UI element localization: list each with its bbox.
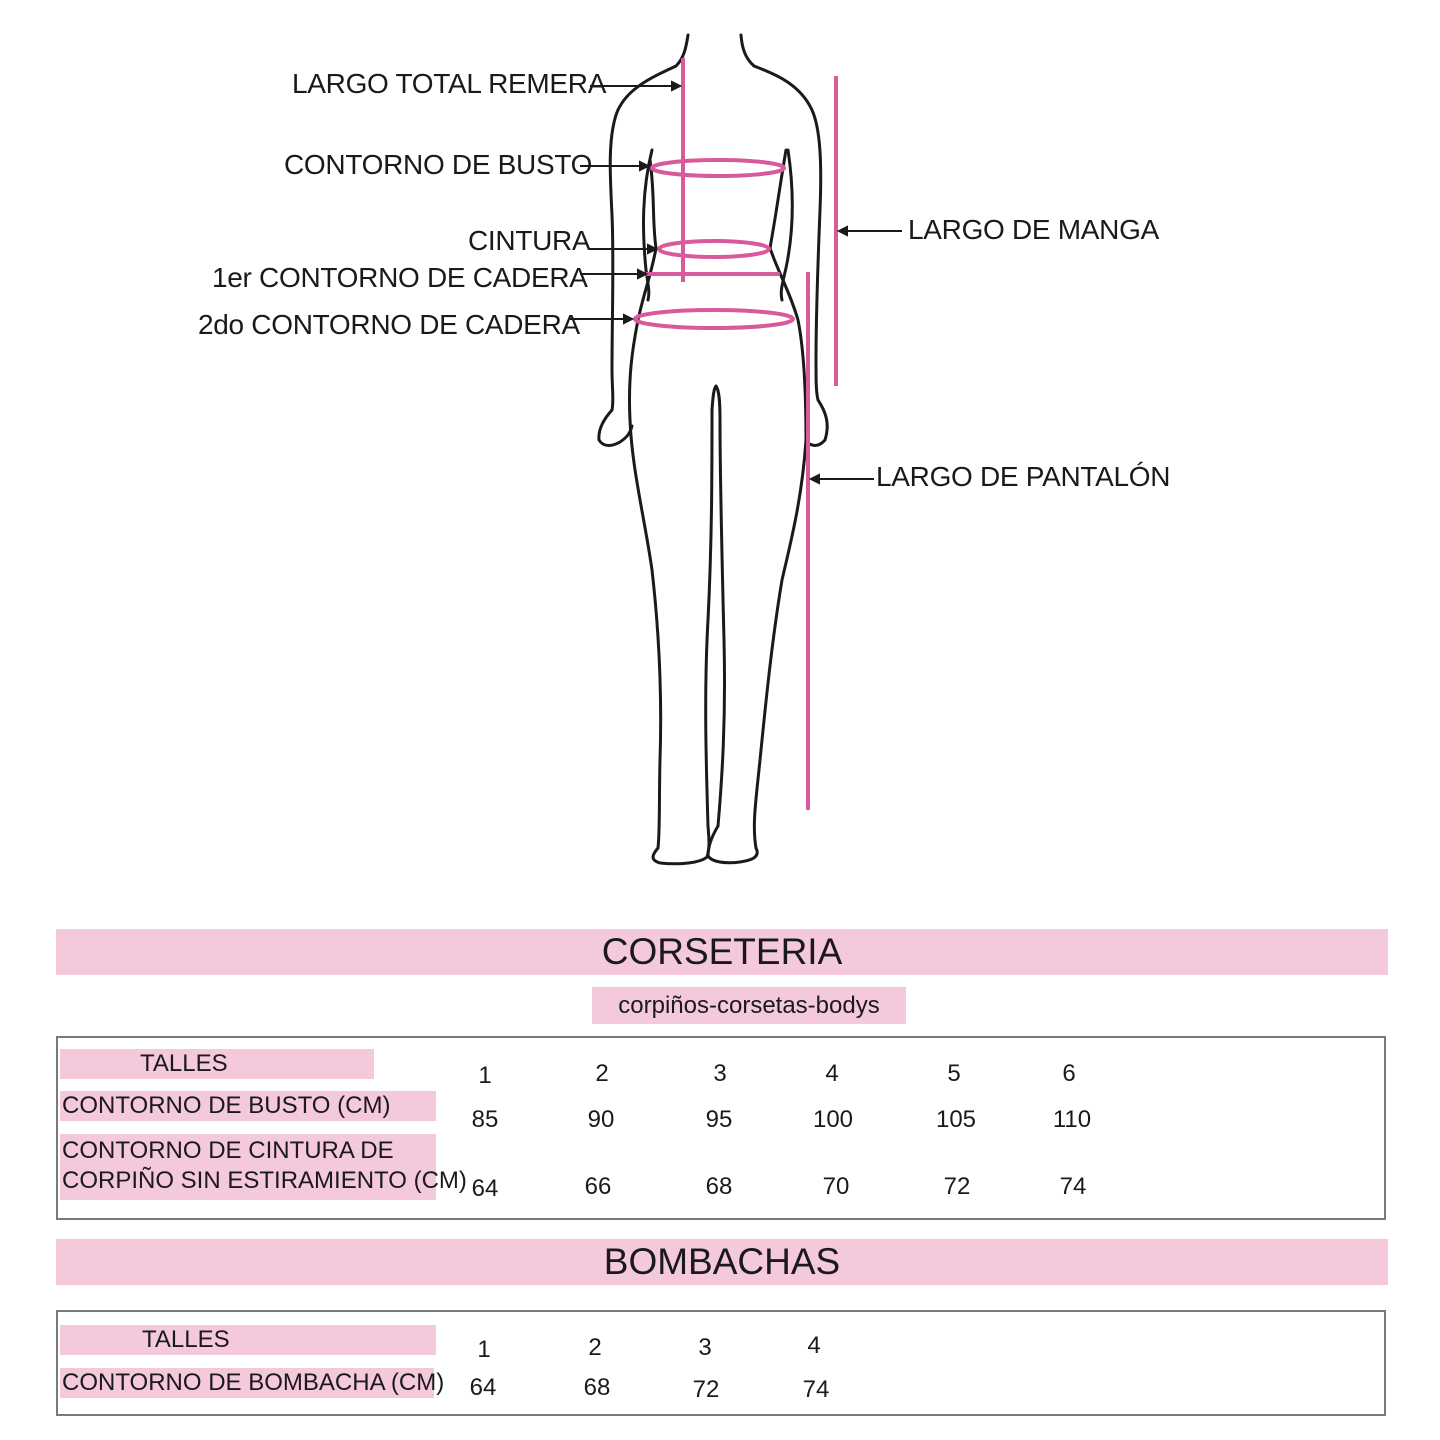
corseteria-cintura-cell: 72 (943, 1173, 971, 1200)
corseteria-cintura-label (60, 1134, 467, 1200)
corseteria-talle-cell: 1 (478, 1062, 492, 1089)
corseteria-busto-cell: 110 (1052, 1106, 1092, 1133)
corseteria-cintura-label-line1: CONTORNO DE CINTURA DE (62, 1137, 394, 1164)
neck-right-outline (741, 35, 754, 66)
busto-ellipse (652, 160, 784, 176)
bombachas-contorno-label: CONTORNO DE BOMBACHA (CM) (62, 1369, 445, 1396)
corseteria-busto-cell: 95 (705, 1106, 733, 1133)
bombachas-talle-cell: 4 (807, 1332, 821, 1359)
bombachas-table (56, 1310, 1386, 1416)
corseteria-cintura-cell: 74 (1059, 1173, 1087, 1200)
manga-arrowhead (839, 227, 847, 235)
corseteria-table (56, 1036, 1386, 1220)
bombachas-talle-cell: 2 (588, 1334, 602, 1361)
bombachas-talle-cell: 1 (477, 1336, 491, 1363)
bombachas-contorno-cell: 68 (583, 1374, 611, 1401)
corseteria-cintura-cell: 68 (705, 1173, 733, 1200)
corseteria-cintura-cell: 66 (584, 1173, 612, 1200)
label-segundo-contorno-cadera: 2do CONTORNO DE CADERA (198, 309, 580, 340)
label-largo-manga: LARGO DE MANGA (908, 214, 1159, 245)
label-contorno-busto: CONTORNO DE BUSTO (284, 149, 593, 180)
left-arm-outline (599, 66, 676, 446)
corseteria-talle-cell: 5 (947, 1060, 961, 1087)
label-cintura: CINTURA (468, 225, 591, 256)
cintura-ellipse (659, 241, 769, 257)
corseteria-title: CORSETERIA (56, 929, 1388, 975)
right-foot-outline (708, 826, 757, 863)
bombachas-contorno-cell: 72 (692, 1376, 720, 1403)
corseteria-busto-cell: 85 (471, 1106, 499, 1133)
corseteria-cintura-cell: 64 (471, 1175, 499, 1202)
corseteria-talle-cell: 3 (713, 1060, 727, 1087)
pantalon-arrowhead (811, 475, 819, 483)
bombachas-title: BOMBACHAS (56, 1239, 1388, 1285)
corseteria-busto-cell: 90 (587, 1106, 615, 1133)
bombachas-talles-label: TALLES (60, 1325, 436, 1355)
bombachas-contorno-cell: 74 (802, 1376, 830, 1403)
label-largo-pantalon: LARGO DE PANTALÓN (876, 461, 1171, 492)
bombachas-talle-cell: 3 (698, 1334, 712, 1361)
corseteria-busto-label: CONTORNO DE BUSTO (CM) (60, 1091, 436, 1121)
corseteria-talle-cell: 4 (825, 1060, 839, 1087)
remera-arrowhead (672, 82, 680, 90)
corseteria-busto-cell: 100 (812, 1106, 854, 1133)
corseteria-cintura-cell: 70 (822, 1173, 850, 1200)
left-foot-outline (653, 826, 709, 864)
bombachas-contorno-cell: 64 (469, 1374, 497, 1401)
corseteria-cintura-label-line2: CORPIÑO SIN ESTIRAMIENTO (CM) (62, 1167, 467, 1194)
label-largo-total-remera: LARGO TOTAL REMERA (292, 68, 607, 99)
corseteria-busto-cell: 105 (935, 1106, 977, 1133)
corseteria-subtitle: corpiños-corsetas-bodys (592, 987, 906, 1024)
segundo-cadera-arrowhead (624, 315, 632, 323)
segundo-cadera-ellipse (635, 310, 793, 328)
label-primer-contorno-cadera: 1er CONTORNO DE CADERA (212, 262, 588, 293)
right-arm-outline (754, 66, 827, 446)
corseteria-talles-label: TALLES (60, 1049, 374, 1079)
corseteria-talle-cell: 6 (1062, 1060, 1076, 1087)
corseteria-talle-cell: 2 (595, 1060, 609, 1087)
inner-legs-outline (706, 386, 725, 826)
